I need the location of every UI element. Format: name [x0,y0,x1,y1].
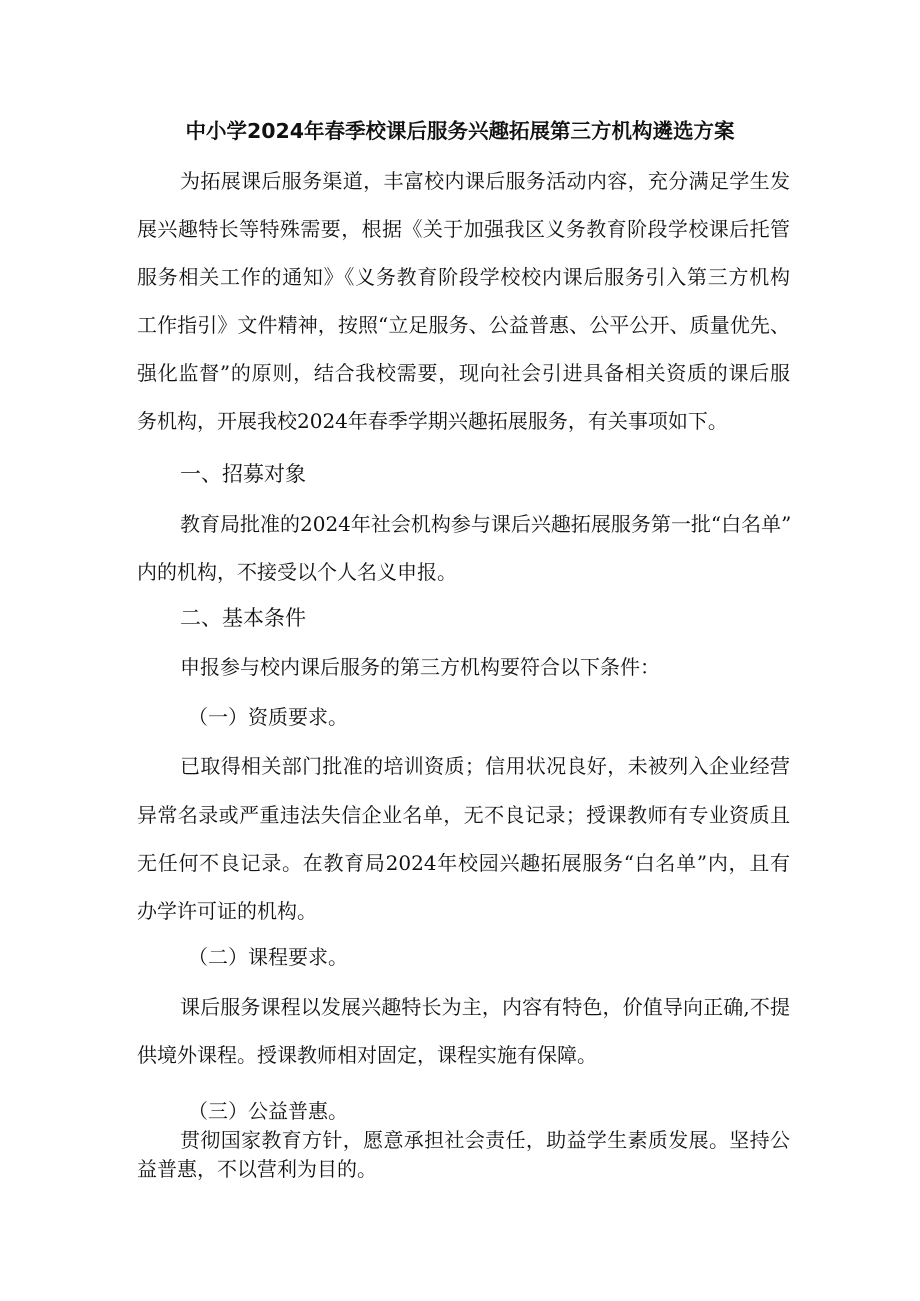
subsection-heading: （二）课程要求。 [188,945,348,969]
subsection-heading: （一）资质要求。 [188,705,348,729]
intro-line: 务机构，开展我校2024年春季学期兴趣拓展服务，有关事项如下。 [137,409,728,433]
subsection-line: 益普惠，不以营利为目的。 [137,1157,377,1181]
subsection-line: 课后服务课程以发展兴趣特长为主，内容有特色，价值导向正确,不提 [180,995,790,1019]
section-heading: 二、基本条件 [180,606,306,630]
intro-line: 为拓展课后服务渠道，丰富校内课后服务活动内容，充分满足学生发 [180,169,790,193]
document-title: 中小学2024年春季校课后服务兴趣拓展第三方机构遴选方案 [185,119,735,143]
intro-line: 强化监督”的原则，结合我校需要，现向社会引进具备相关资质的课后服 [137,361,790,385]
subsection-line: 无任何不良记录。在教育局2024年校园兴趣拓展服务“白名单”内，且有 [137,851,790,875]
subsection-line: 异常名录或严重违法失信企业名单，无不良记录；授课教师有专业资质且 [137,803,790,827]
subsection-line: 供境外课程。授课教师相对固定，课程实施有保障。 [137,1043,597,1067]
intro-line: 工作指引》文件精神，按照“立足服务、公益普惠、公平公开、质量优先、 [137,313,790,337]
section1-line: 教育局批准的2024年社会机构参与课后兴趣拓展服务第一批“白名单” [180,512,792,536]
intro-line: 展兴趣特长等特殊需要，根据《关于加强我区义务教育阶段学校课后托管 [137,217,790,241]
subsection-line: 贯彻国家教育方针，愿意承担社会责任，助益学生素质发展。坚持公 [180,1128,790,1152]
subsection-line: 已取得相关部门批准的培训资质；信用状况良好，未被列入企业经营 [180,754,790,778]
section1-line: 内的机构，不接受以个人名义申报。 [137,560,457,584]
section2-intro: 申报参与校内课后服务的第三方机构要符合以下条件： [180,655,660,679]
intro-line: 服务相关工作的通知》《义务教育阶段学校校内课后服务引入第三方机构 [137,265,790,289]
subsection-heading: （三）公益普惠。 [188,1099,348,1123]
subsection-line: 办学许可证的机构。 [137,899,317,923]
section-heading: 一、招募对象 [180,462,306,486]
